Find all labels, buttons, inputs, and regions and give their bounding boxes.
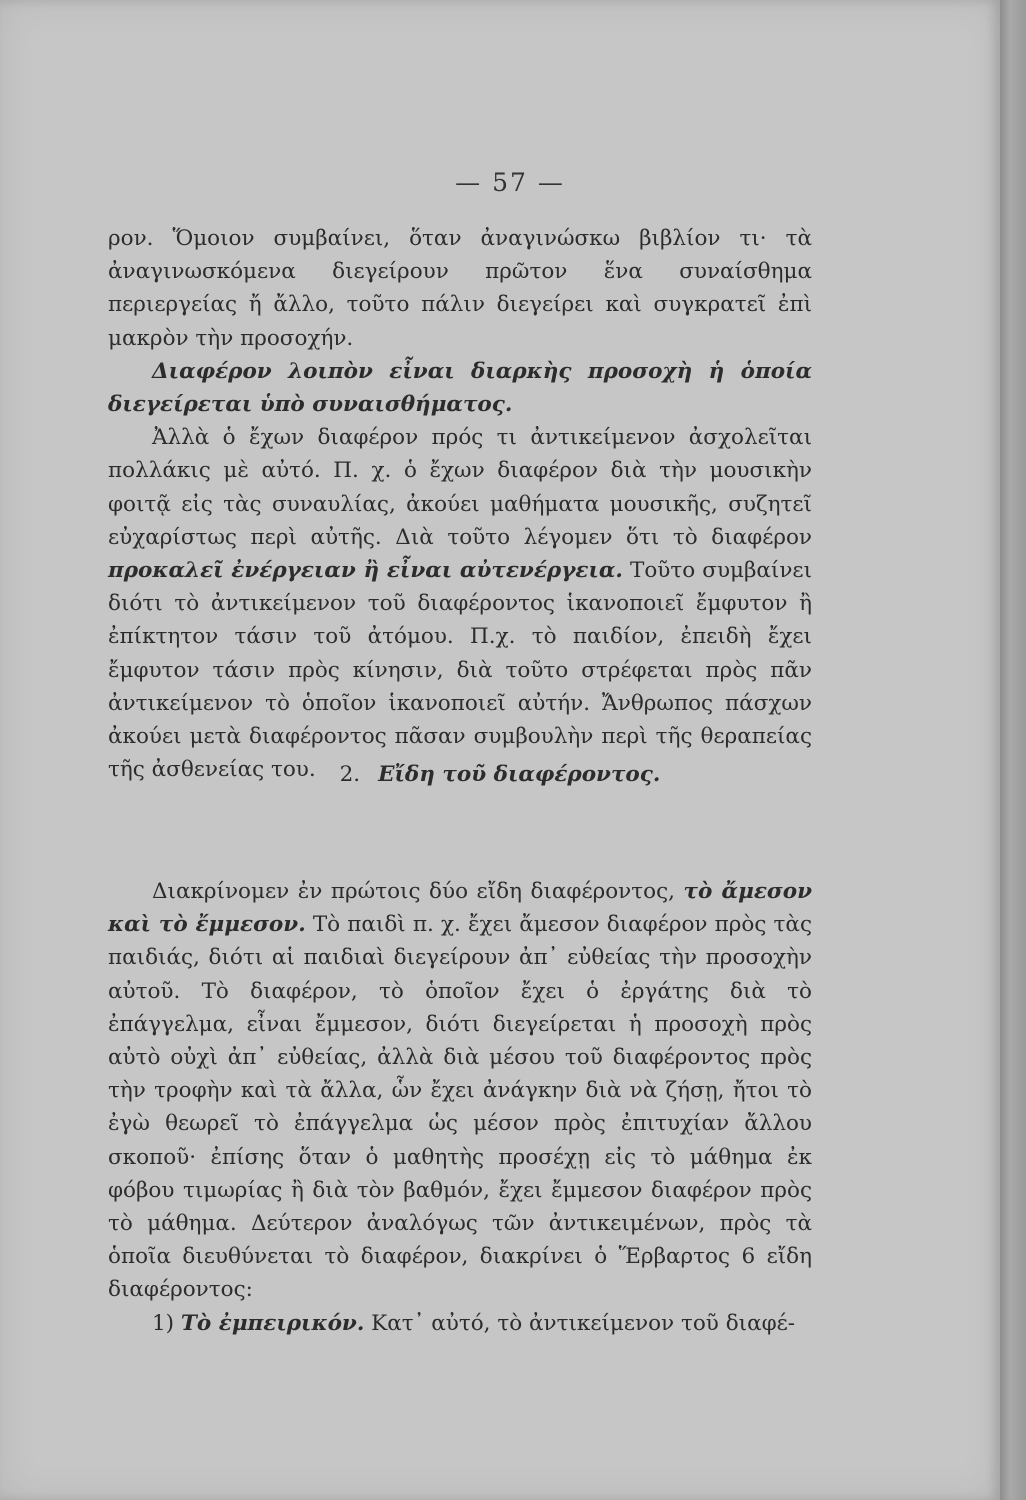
- section-heading: [0, 762, 1000, 787]
- section-number: 2.: [339, 762, 361, 787]
- activity-emphasis: προκαλεῖ ἐνέργειαν ἢ εἶναι αὐτενέργεια.: [108, 558, 623, 584]
- page-edge-shadow: [1000, 0, 1026, 1500]
- kinds-text-2: Τὸ παιδὶ π. χ. ἔχει ἄμεσον διαφέρον πρὸς τὰς παιδιάς, διότι αἱ παιδιαὶ διεγείρουν ἀπ᾽ εὐθείας τὴν προσοχὴν αὐτοῦ. Τὸ διαφέρον, τὸ ὁποῖον ἔχει ὁ ἐργάτης διὰ τὸ ἐπάγγελμα, εἶναι ἔμμεσον, διότι διεγείρεται ἡ προσοχὴ πρὸς αὐτὸ οὐχὶ ἀπ᾽ εὐθείας, ἀλλὰ διὰ μέσου τοῦ διαφέροντος πρὸς τὴν τροφὴν καὶ τὰ ἄλλα, ὧν ἔχει ἀνάγκην διὰ νὰ ζήσῃ, ἤτοι τὸ ἐγὼ θεωρεῖ τὸ ἐπάγγελμα ὡς μέσον πρὸς ἐπιτυχίαν ἄλλου σκοποῦ· ἐπίσης ὅταν ὁ μαθητὴς προσέχῃ εἰς τὸ μάθημα ἐκ φόβου τιμωρίας ἢ διὰ τὸν βαθμόν, ἔχει ἔμμεσον διαφέρον πρὸς τὸ μάθημα. Δεύτερον ἀναλόγως τῶν ἀντικειμένων, πρὸς τὰ ὁποῖα διευθύνεται τὸ διαφέρον, διακρίνει ὁ Ἕρβαρτος 6 εἴδη διαφέροντος:: [108, 912, 812, 1303]
- activity-text-1: Ἀλλὰ ὁ ἔχων διαφέρον πρός τι ἀντικείμενον ἀσχολεῖται πολλάκις μὲ αὐτό. Π. χ. ὁ ἔχων διαφέρον διὰ τὴν μουσικὴν φοιτᾷ εἰς τὰς συναυλίας, ἀκούει μαθήματα μουσικῆς, συζητεῖ εὐχαρίστως περὶ αὐτῆς. Διὰ τοῦτο λέγομεν ὅτι τὸ διαφέρον: [108, 425, 812, 550]
- list-number: 1): [152, 1310, 175, 1336]
- paragraph-empirical: [108, 1307, 812, 1340]
- kinds-text-1: Διακρίνομεν ἐν πρώτοις δύο εἴδη διαφέροντος,: [152, 879, 675, 904]
- paragraph-activity: [108, 421, 812, 786]
- kinds-emphasis: τὸ ἄμεσον καὶ τὸ ἔμμεσον.: [108, 879, 813, 938]
- body-text-upper: [108, 222, 812, 786]
- empirical-text: Κατ᾽ αὐτό, τὸ ἀντικείμενον τοῦ διαφέ-: [371, 1310, 796, 1336]
- page-number: — 57 —: [455, 168, 565, 197]
- body-text-lower: [108, 875, 812, 1340]
- empirical-emphasis: Τὸ ἐμπειρικόν.: [180, 1310, 365, 1336]
- paragraph-continuation: ρον. Ὅμοιον συμβαίνει, ὅταν ἀναγινώσκω βιβλίον τι· τὰ ἀναγινωσκόμενα διεγείρουν πρῶτον ἕνα συναίσθημα περιεργείας ἤ ἄλλο, τοῦτο πάλιν διεγείρει καὶ συγκρατεῖ ἐπὶ μακρὸν τὴν προσοχήν.: [108, 226, 812, 351]
- paragraph-kinds: [108, 875, 812, 1307]
- paragraph-definition: [108, 355, 812, 421]
- definition-emphasis: Διαφέρον λοιπὸν εἶναι διαρκὴς προσοχὴ ἡ ὁποία διεγείρεται ὑπὸ συναισθήματος.: [108, 358, 812, 418]
- section-title: Εἴδη τοῦ διαφέροντος.: [378, 762, 661, 787]
- activity-text-2: Τοῦτο συμβαίνει διότι τὸ ἀντικείμενον τοῦ διαφέροντος ἱκανοποιεῖ ἔμφυτον ἢ ἐπίκτητον τάσιν τοῦ ἀτόμου. Π.χ. τὸ παιδίον, ἐπειδὴ ἔχει ἔμφυτον τάσιν πρὸς κίνησιν, διὰ τοῦτο στρέφεται πρὸς πᾶν ἀντικείμενον τὸ ὁποῖον ἱκανοποιεῖ αὐτήν. Ἄνθρωπος πάσχων ἀκούει μετὰ διαφέροντος πᾶσαν συμβουλὴν περὶ τῆς θεραπείας τῆς ἀσθενείας του.: [108, 558, 813, 783]
